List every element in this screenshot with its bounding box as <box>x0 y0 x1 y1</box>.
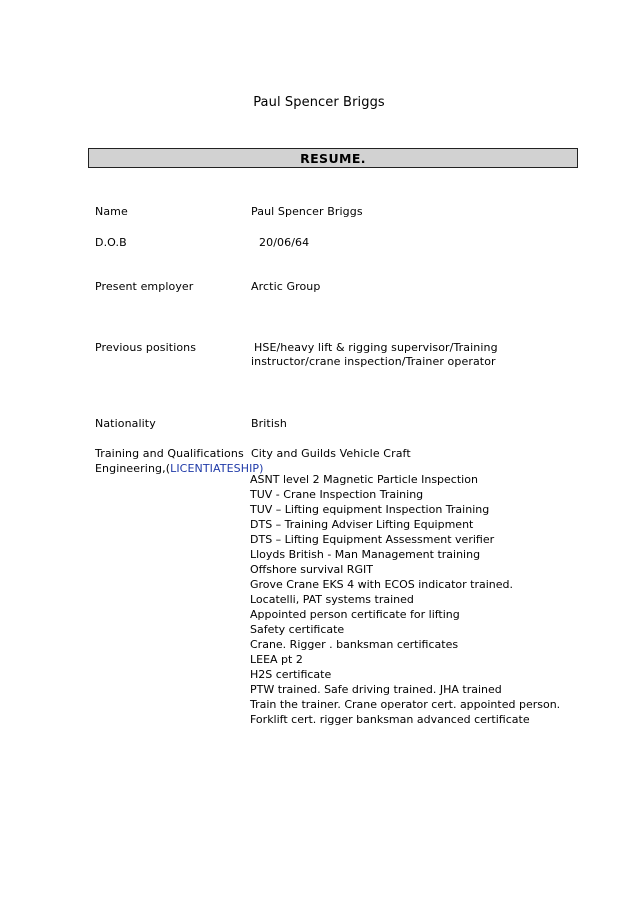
list-item: DTS – Lifting Equipment Assessment verifier <box>250 533 495 546</box>
document-title: Paul Spencer Briggs <box>253 95 385 110</box>
list-item: LEEA pt 2 <box>250 653 303 666</box>
dob-value: 20/06/64 <box>259 236 310 249</box>
nationality-label: Nationality <box>95 417 156 430</box>
list-item: TUV - Crane Inspection Training <box>250 488 424 501</box>
training-label-close: ) <box>259 462 264 475</box>
list-item: Locatelli, PAT systems trained <box>250 593 414 606</box>
list-item: ASNT level 2 Magnetic Particle Inspection <box>250 473 478 486</box>
list-item: Train the trainer. Crane operator cert. appointed person. <box>250 698 561 711</box>
list-item: H2S certificate <box>250 668 332 681</box>
nationality-value: British <box>251 417 287 430</box>
licentiateship-link[interactable]: LICENTIATESHIP <box>170 462 260 475</box>
list-item: PTW trained. Safe driving trained. JHA trained <box>250 683 502 696</box>
resume-banner <box>88 148 578 168</box>
employer-label: Present employer <box>95 280 194 293</box>
training-label-engineering: Engineering,( <box>95 462 171 475</box>
list-item: TUV – Lifting equipment Inspection Training <box>250 503 490 516</box>
name-value: Paul Spencer Briggs <box>251 205 363 218</box>
previous-positions-line-1: HSE/heavy lift & rigging supervisor/Training <box>254 341 498 354</box>
resume-heading: RESUME. <box>300 151 366 166</box>
name-label: Name <box>95 205 128 218</box>
list-item: Grove Crane EKS 4 with ECOS indicator trained. <box>250 578 513 591</box>
list-item: Lloyds British - Man Management training <box>250 548 481 561</box>
training-label-line-2 <box>95 462 264 475</box>
dob-label: D.O.B <box>95 236 127 249</box>
list-item: Forklift cert. rigger banksman advanced certificate <box>250 713 530 726</box>
employer-value: Arctic Group <box>251 280 321 293</box>
training-first-item: City and Guilds Vehicle Craft <box>251 447 411 460</box>
list-item: Appointed person certificate for lifting <box>250 608 460 621</box>
previous-positions-label: Previous positions <box>95 341 197 354</box>
list-item: Safety certificate <box>250 623 345 636</box>
list-item: Offshore survival RGIT <box>250 563 373 576</box>
list-item: DTS – Training Adviser Lifting Equipment <box>250 518 474 531</box>
previous-positions-line-2: instructor/crane inspection/Trainer operator <box>251 355 496 368</box>
qualifications-list <box>250 472 560 727</box>
training-label: Training and Qualifications <box>95 447 244 460</box>
list-item: Crane. Rigger . banksman certificates <box>250 638 459 651</box>
